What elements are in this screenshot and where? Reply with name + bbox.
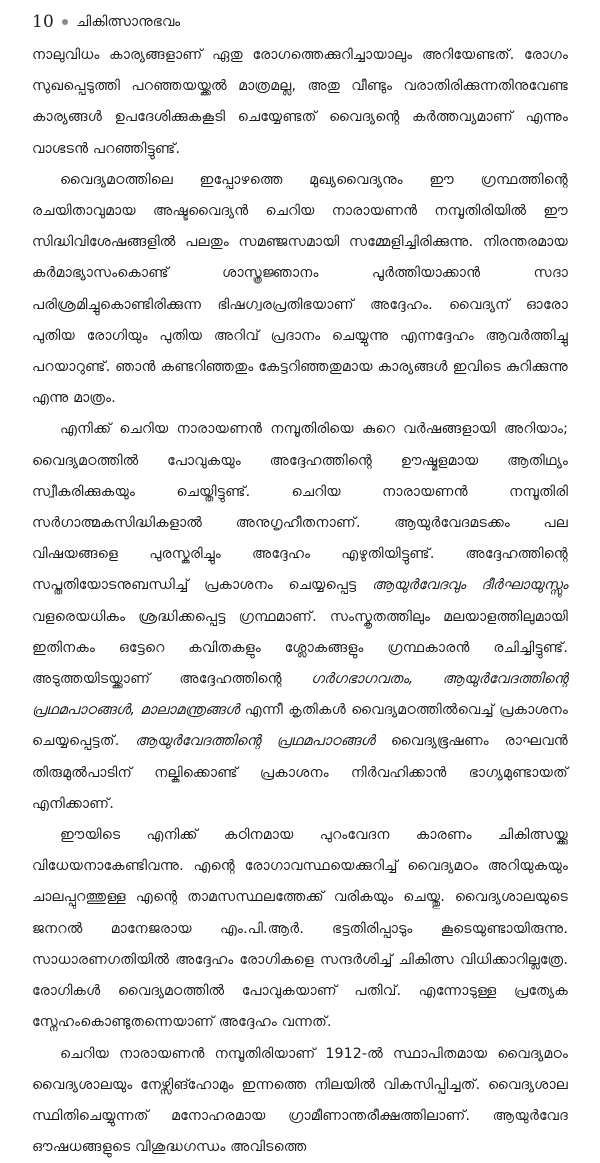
- book-titles-list: ഗർഗഭാഗവതം, ആയുർവേദത്തിന്റെ പ്രഥമപാഠങ്ങൾ, മാലാമന്ത്രങ്ങൾ: [32, 671, 568, 718]
- page-number: 10: [32, 12, 54, 32]
- book-title-prathamapadangal: ആയുർവേദത്തിന്റെ പ്രഥമപാഠങ്ങൾ: [135, 733, 375, 749]
- body-text: [32, 40, 568, 1163]
- paragraph-1: നാലുവിധം കാര്യങ്ങളാണ് ഏതു രോഗത്തെക്കുറിച്ചായാലും അറിയേണ്ടത്. രോഗം സുഖപ്പെടുത്തി പറഞ്ഞയയ്ക്കൽ മാത്രമല്ല, അതു വീണ്ടും വരാതിരിക്കുന്നതിനുവേണ്ട കാര്യങ്ങൾ ഉപദേശിക്കുകകൂടി ചെയ്യേണ്ടത് വൈദ്യന്റെ കർത്തവ്യമാണ് എന്നും വാഗ്ഭടൻ പറഞ്ഞിട്ടുണ്ട്.: [32, 40, 568, 165]
- running-header: [32, 4, 568, 40]
- bullet-icon: [62, 19, 68, 25]
- paragraph-3-text-a: എനിക്ക് ചെറിയ നാരായണൻ നമ്പൂതിരിയെ കുറെ വർഷങ്ങളായി അറിയാം; വൈദ്യമഠത്തിൽ പോവുകയും അദ്ദേഹത്തിന്റെ ഊഷ്മളമായ ആതിഥ്യം സ്വീകരിക്കുകയും ചെയ്തിട്ടുണ്ട്. ചെറിയ നാരായണൻ നമ്പൂതിരി സർഗാത്മകസിദ്ധികളാൽ അനുഗൃഹീതനാണ്. ആയുർവേദമടക്കം പല വിഷയങ്ങളെ പുരസ്കരിച്ചും അദ്ദേഹം എഴുതിയിട്ടുണ്ട്. അദ്ദേഹത്തിന്റെ സപ്തതിയോടനുബന്ധിച്ച് പ്രകാശനം ചെയ്യപ്പെട്ട: [32, 421, 568, 593]
- paragraph-2: വൈദ്യമഠത്തിലെ ഇപ്പോഴത്തെ മുഖ്യവൈദ്യനും ഈ ഗ്രന്ഥത്തിന്റെ രചയിതാവുമായ അഷ്ടവൈദ്യൻ ചെറിയ നാരായണൻ നമ്പൂതിരിയിൽ ഈ സിദ്ധിവിശേഷങ്ങളിൽ പലതും സമഞ്ജസമായി സമ്മേളിച്ചിരിക്കുന്നു. നിരന്തരമായ കർമാഭ്യാസംകൊണ്ട് ശാസ്ത്രജ്ഞാനം പൂർത്തിയാക്കാൻ സദാ പരിശ്രമിച്ചുകൊണ്ടിരിക്കുന്ന ഭിഷഗ്വരപ്രതിഭയാണ് അദ്ദേഹം. വൈദ്യന് ഓരോ പുതിയ രോഗിയും പുതിയ അറിവ് പ്രദാനം ചെയ്യുന്നു എന്നദ്ദേഹം ആവർത്തിച്ചു പറയാറുണ്ട്. ഞാൻ കണ്ടറിഞ്ഞതും കേട്ടറിഞ്ഞതുമായ കാര്യങ്ങൾ ഇവിടെ കുറിക്കുന്നു എന്നു മാത്രം.: [32, 165, 568, 415]
- book-title-ayurvedavum: ആയുർവേദവും ദീർഘായുസ്സും: [372, 577, 568, 593]
- paragraph-4: ഈയിടെ എനിക്ക് കഠിനമായ പുറംവേദന കാരണം ചികിത്സയ്ക്കു വിധേയനാകേണ്ടിവന്നു. എന്റെ രോഗാവസ്ഥയെക്കുറിച്ച് വൈദ്യമഠം അറിയുകയും ചാലപ്പുറത്തുള്ള എന്റെ താമസസ്ഥലത്തേക്ക് വരികയും ചെയ്തു. വൈദ്യശാലയുടെ ജനറൽ മാനേജരായ എം.പി.ആർ. ഭട്ടതിരിപ്പാടും കൂടെയുണ്ടായിരുന്നു. സാധാരണഗതിയിൽ അദ്ദേഹം രോഗികളെ സന്ദർശിച്ച് ചികിത്സ വിധിക്കാറില്ലത്രേ. രോഗികൾ വൈദ്യമഠത്തിൽ പോവുകയാണ് പതിവ്. എന്നോടുള്ള പ്രത്യേക സ്നേഹംകൊണ്ടുതന്നെയാണ് അദ്ദേഹം വന്നത്.: [32, 820, 568, 1038]
- paragraph-3-text-b: വളരെയധികം ശ്രദ്ധിക്കപ്പെട്ട ഗ്രന്ഥമാണ്. സംസ്കൃതത്തിലും മലയാളത്തിലുമായി ഇതിനകം ഒട്ടേറെ കവിതകളും ശ്ലോകങ്ങളും ഗ്രന്ഥകാരൻ രചിച്ചിട്ടുണ്ട്. അടുത്തയിടയ്ക്കാണ് അദ്ദേഹത്തിന്റെ: [32, 609, 568, 687]
- paragraph-5: ചെറിയ നാരായണൻ നമ്പൂതിരിയാണ് 1912-ൽ സ്ഥാപിതമായ വൈദ്യമഠം വൈദ്യശാലയും നേഴ്സിങ്ഹോമും ഇന്നത്തെ നിലയിൽ വികസിപ്പിച്ചത്. വൈദ്യശാല സ്ഥിതിചെയ്യുന്നത് മനോഹരമായ ഗ്രാമീണാന്തരീക്ഷത്തിലാണ്. ആയുർവേദ ഔഷധങ്ങളുടെ വിശുദ്ധഗന്ധം അവിടത്തെ: [32, 1039, 568, 1163]
- section-title: ചികിത്സാനുഭവം: [76, 14, 180, 30]
- paragraph-3-text-c: എന്നീ കൃതികൾ വൈദ്യമഠത്തിൽവെച്ച് പ്രകാശനം ചെയ്യപ്പെട്ടത്.: [32, 702, 568, 749]
- paragraph-3: [32, 414, 568, 820]
- paragraph-3-text-d: വൈദ്യഭൂഷണം രാഘവൻ തിരുമുൽപാടിന് നല്കിക്കൊണ്ട് പ്രകാശനം നിർവഹിക്കാൻ ഭാഗ്യമുണ്ടായത് എനിക്കാണ്.: [32, 733, 568, 811]
